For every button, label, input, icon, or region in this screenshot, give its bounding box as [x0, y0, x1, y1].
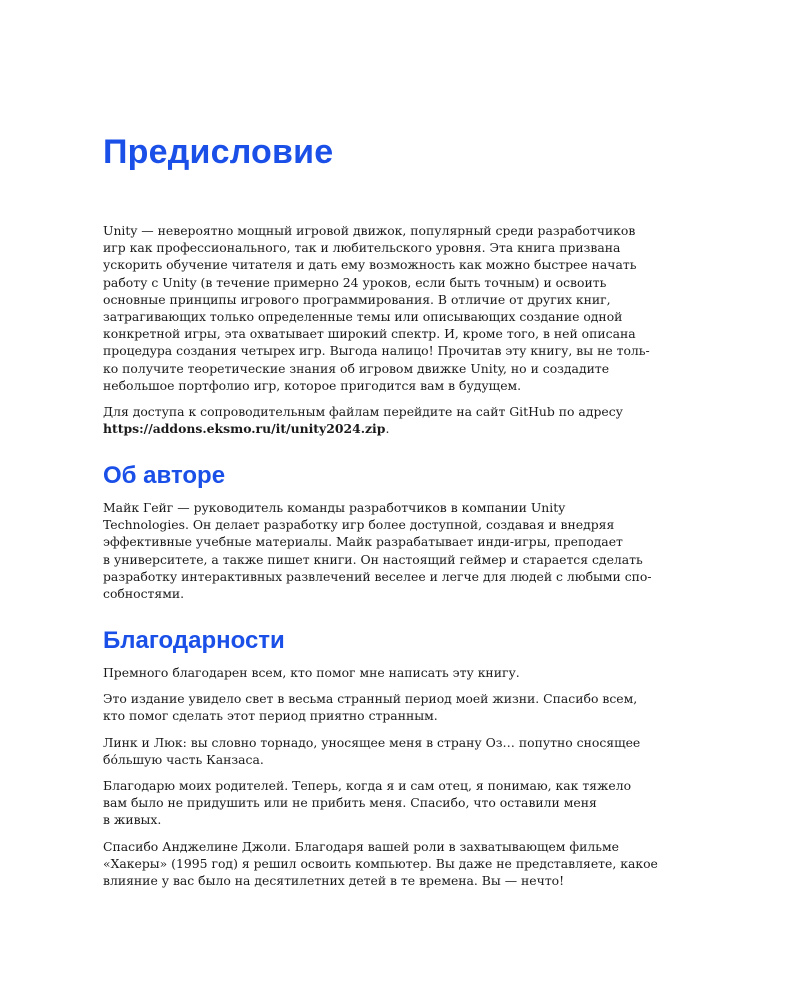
acknowledgments-paragraph	[103, 838, 703, 890]
text-line: конкретной игры, эта охватывает широкий спектр. И, кроме того, в ней описана	[103, 326, 636, 342]
text-line: кто помог сделать этот период приятно странным.	[103, 708, 438, 724]
text-line: Technologies. Он делает разработку игр более доступной, создавая и внедряя	[103, 517, 615, 533]
text-line: в живых.	[103, 812, 162, 828]
acknowledgments-paragraph	[103, 690, 703, 724]
text-line: эффективные учебные материалы. Майк разрабатывает инди-игры, преподает	[103, 534, 623, 550]
text-line: игр как профессионального, так и любительского уровня. Эта книга призвана	[103, 240, 621, 256]
text-line: вам было не придушить или не прибить меня. Спасибо, что оставили меня	[103, 795, 597, 811]
acknowledgments-paragraph	[103, 664, 703, 681]
text-line: Благодарю моих родителей. Теперь, когда я и сам отец, я понимаю, как тяжело	[103, 778, 632, 794]
period: .	[385, 421, 390, 437]
text-line: затрагивающих только определенные темы или описывающих создание одной	[103, 309, 623, 325]
acknowledgments-body	[103, 664, 703, 898]
about-author-body	[103, 499, 703, 611]
text-line: «Хакеры» (1995 год) я решил освоить компьютер. Вы даже не представляете, какое	[103, 855, 658, 871]
text-line: основные принципы игрового программирования. В отличие от других книг,	[103, 291, 611, 307]
preface-title: Предисловие	[103, 133, 334, 171]
text-line: ко получите теоретические знания об игровом движке Unity, но и создадите	[103, 360, 610, 376]
text-line: Unity — невероятно мощный игровой движок, популярный среди разработчиков	[103, 223, 636, 238]
text-line: Премного благодарен всем, кто помог мне написать эту книгу.	[103, 665, 520, 680]
text-line: собностями.	[103, 586, 185, 602]
text-line: бо́льшую часть Канзаса.	[103, 751, 264, 767]
text-line: процедура создания четырех игр. Выгода налицо! Прочитав эту книгу, вы не толь-	[103, 343, 650, 359]
about-author-paragraph	[103, 499, 703, 602]
preface-body	[103, 222, 703, 446]
preface-paragraph-2	[103, 403, 703, 437]
text-line: Майк Гейг — руководитель команды разработчиков в компании Unity	[103, 500, 566, 515]
acknowledgments-title: Благодарности	[103, 627, 285, 654]
acknowledgments-paragraph	[103, 734, 703, 768]
text-line: ускорить обучение читателя и дать ему возможность как можно быстрее начать	[103, 257, 637, 273]
text-line: Это издание увидело свет в весьма странный период моей жизни. Спасибо всем,	[103, 691, 638, 707]
text-line: влияние у вас было на десятилетних детей в те времена. Вы — нечто!	[103, 873, 565, 889]
text-line: работу с Unity (в течение примерно 24 уроков, если быть точным) и освоить	[103, 274, 607, 290]
text-line: Для доступа к сопроводительным файлам перейдите на сайт GitHub по адресу	[103, 404, 623, 420]
text-line: Спасибо Анджелине Джоли. Благодаря вашей роли в захватывающем фильме	[103, 838, 619, 854]
acknowledgments-paragraph	[103, 777, 703, 829]
text-line: Линк и Люк: вы словно торнадо, уносящее меня в страну Оз… попутно сносящее	[103, 734, 641, 750]
text-line: разработку интерактивных развлечений веселее и легче для людей с любыми спо-	[103, 568, 652, 584]
text-line: небольшое портфолио игр, которое пригодится вам в будущем.	[103, 377, 522, 393]
about-author-title: Об авторе	[103, 462, 226, 489]
preface-paragraph-1	[103, 222, 703, 394]
text-line: в университете, а также пишет книги. Он настоящий геймер и старается сделать	[103, 551, 643, 567]
download-link[interactable]: https://addons.eksmo.ru/it/unity2024.zip	[103, 421, 386, 437]
text-line	[103, 420, 703, 437]
